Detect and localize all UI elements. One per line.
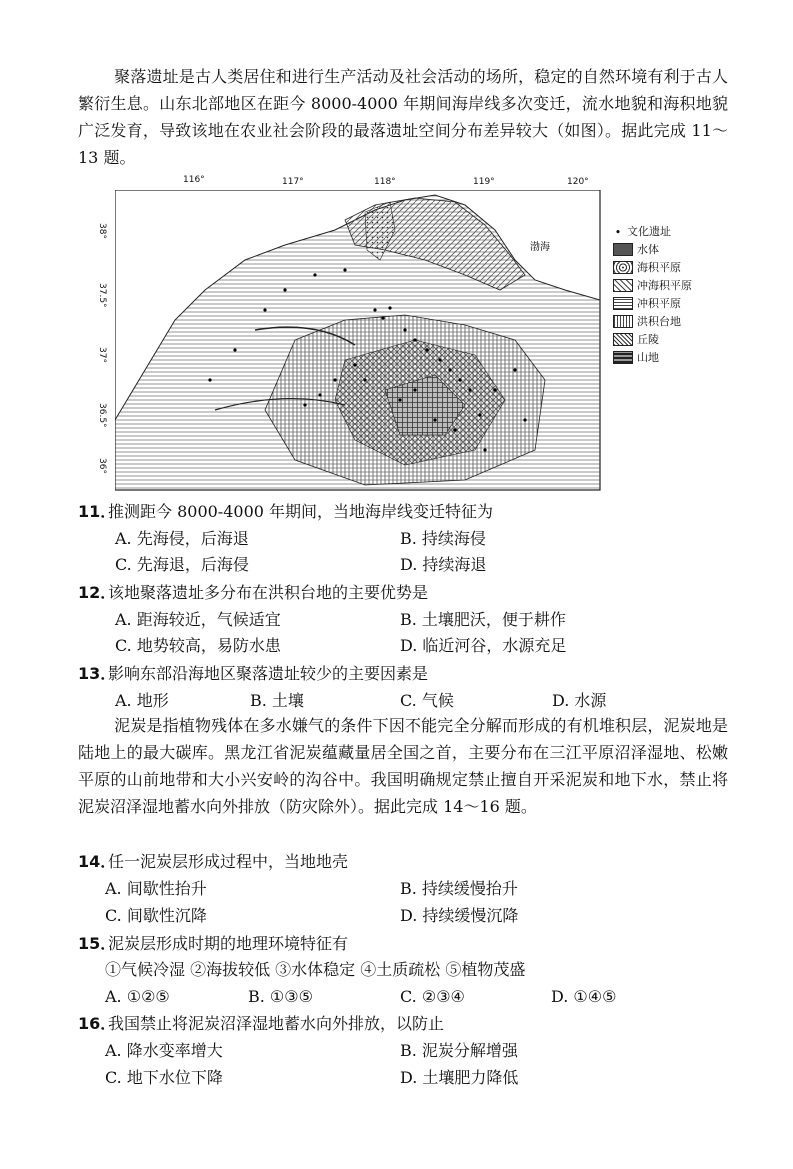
legend-item: 山地 [613,349,659,365]
legend-item: 冲海积平原 [613,277,692,293]
option: A. 地形 [115,691,169,710]
option: A. ①②⑤ [105,987,170,1006]
option: B. 土壤肥沃，便于耕作 [400,610,566,629]
option: A. 先海侵，后海退 [115,529,249,548]
option: D. 持续缓慢沉降 [400,906,519,925]
question-15-statements: ①气候冷湿 ②海拔较低 ③水体稳定 ④土质疏松 ⑤植物茂盛 [105,960,526,979]
legend-item: 洪积台地 [613,313,681,329]
intro-text-1: 聚落遗址是古人类居住和进行生产活动及社会活动的场所，稳定的自然环境有利于古人繁衍生息。山东北部地区在距今 8000-4000 年期间海岸线多次变迁，流水地貌和海积地貌广泛发育，导致该地在农业社会阶段的最落遗址空间分布差异较大（如图）。据此完成 11～13 题。 [78,67,728,167]
lat-tick: 37.5° [97,283,107,308]
option: C. ②③④ [400,987,465,1006]
intro-paragraph-1 [78,63,728,171]
lon-tick: 116° [183,175,205,185]
option: D. 持续海退 [400,555,487,574]
dot-icon: • [614,225,622,239]
question-15: 15．泥炭层形成时期的地理环境特征有 [78,934,349,953]
lon-tick: 117° [282,177,304,187]
option: A. 降水变率增大 [105,1041,223,1060]
question-14: 14．任一泥炭层形成过程中，当地地壳 [78,852,349,871]
legend-item: 水体 [613,241,659,257]
legend-item: 海积平原 [613,259,681,275]
lon-tick: 119° [473,177,495,187]
option: D. 水源 [552,691,607,710]
lon-tick: 120° [567,177,589,187]
option: C. 地势较高，易防水患 [115,636,281,655]
question-12: 12．该地聚落遗址多分布在洪积台地的主要优势是 [78,583,429,602]
option: C. 气候 [400,691,454,710]
option: A. 距海较近，气候适宜 [115,610,281,629]
option: D. 土壤肥力降低 [400,1068,519,1087]
terrain-map [115,190,620,495]
lon-tick: 118° [374,177,396,187]
option: D. 临近河谷，水源充足 [400,636,567,655]
lat-tick: 38° [97,223,107,239]
option: C. 地下水位下降 [105,1068,223,1087]
legend-item: 冲积平原 [613,295,681,311]
sea-label: 渤海 [530,242,550,253]
lat-tick: 37° [97,347,107,363]
option: B. ①③⑤ [248,987,313,1006]
option: C. 间歇性沉降 [105,906,207,925]
option: B. 持续海侵 [400,529,486,548]
lat-tick: 36.5° [97,403,107,428]
question-13: 13．影响东部沿海地区聚落遗址较少的主要因素是 [78,664,429,683]
option: A. 间歇性抬升 [105,879,207,898]
option: D. ①④⑤ [551,987,617,1006]
intro-paragraph-2 [78,712,728,820]
option: B. 泥炭分解增强 [400,1041,518,1060]
question-11: 11．推测距今 8000-4000 年期间，当地海岸线变迁特征为 [78,502,494,521]
option: B. 土壤 [250,691,304,710]
legend-item: 丘陵 [613,331,659,347]
question-16: 16．我国禁止将泥炭沼泽湿地蓄水向外排放，以防止 [78,1014,445,1033]
lat-tick: 36° [97,458,107,474]
legend-item: • 文化遗址 [614,225,671,239]
intro-text-2: 泥炭是指植物残体在多水嫌气的条件下因不能完全分解而形成的有机堆积层，泥炭地是陆地上的最大碳库。黑龙江省泥炭蕴藏量居全国之首，主要分布在三江平原沼泽湿地、松嫩平原的山前地带和大小兴安岭的沟谷中。我国明确规定禁止擅自开采泥炭和地下水，禁止将泥炭沼泽湿地蓄水向外排放（防灾除外）。据此完成 14～16 题。 [78,716,728,816]
option: B. 持续缓慢抬升 [400,879,518,898]
option: C. 先海退，后海侵 [115,555,249,574]
map-figure [95,175,705,495]
